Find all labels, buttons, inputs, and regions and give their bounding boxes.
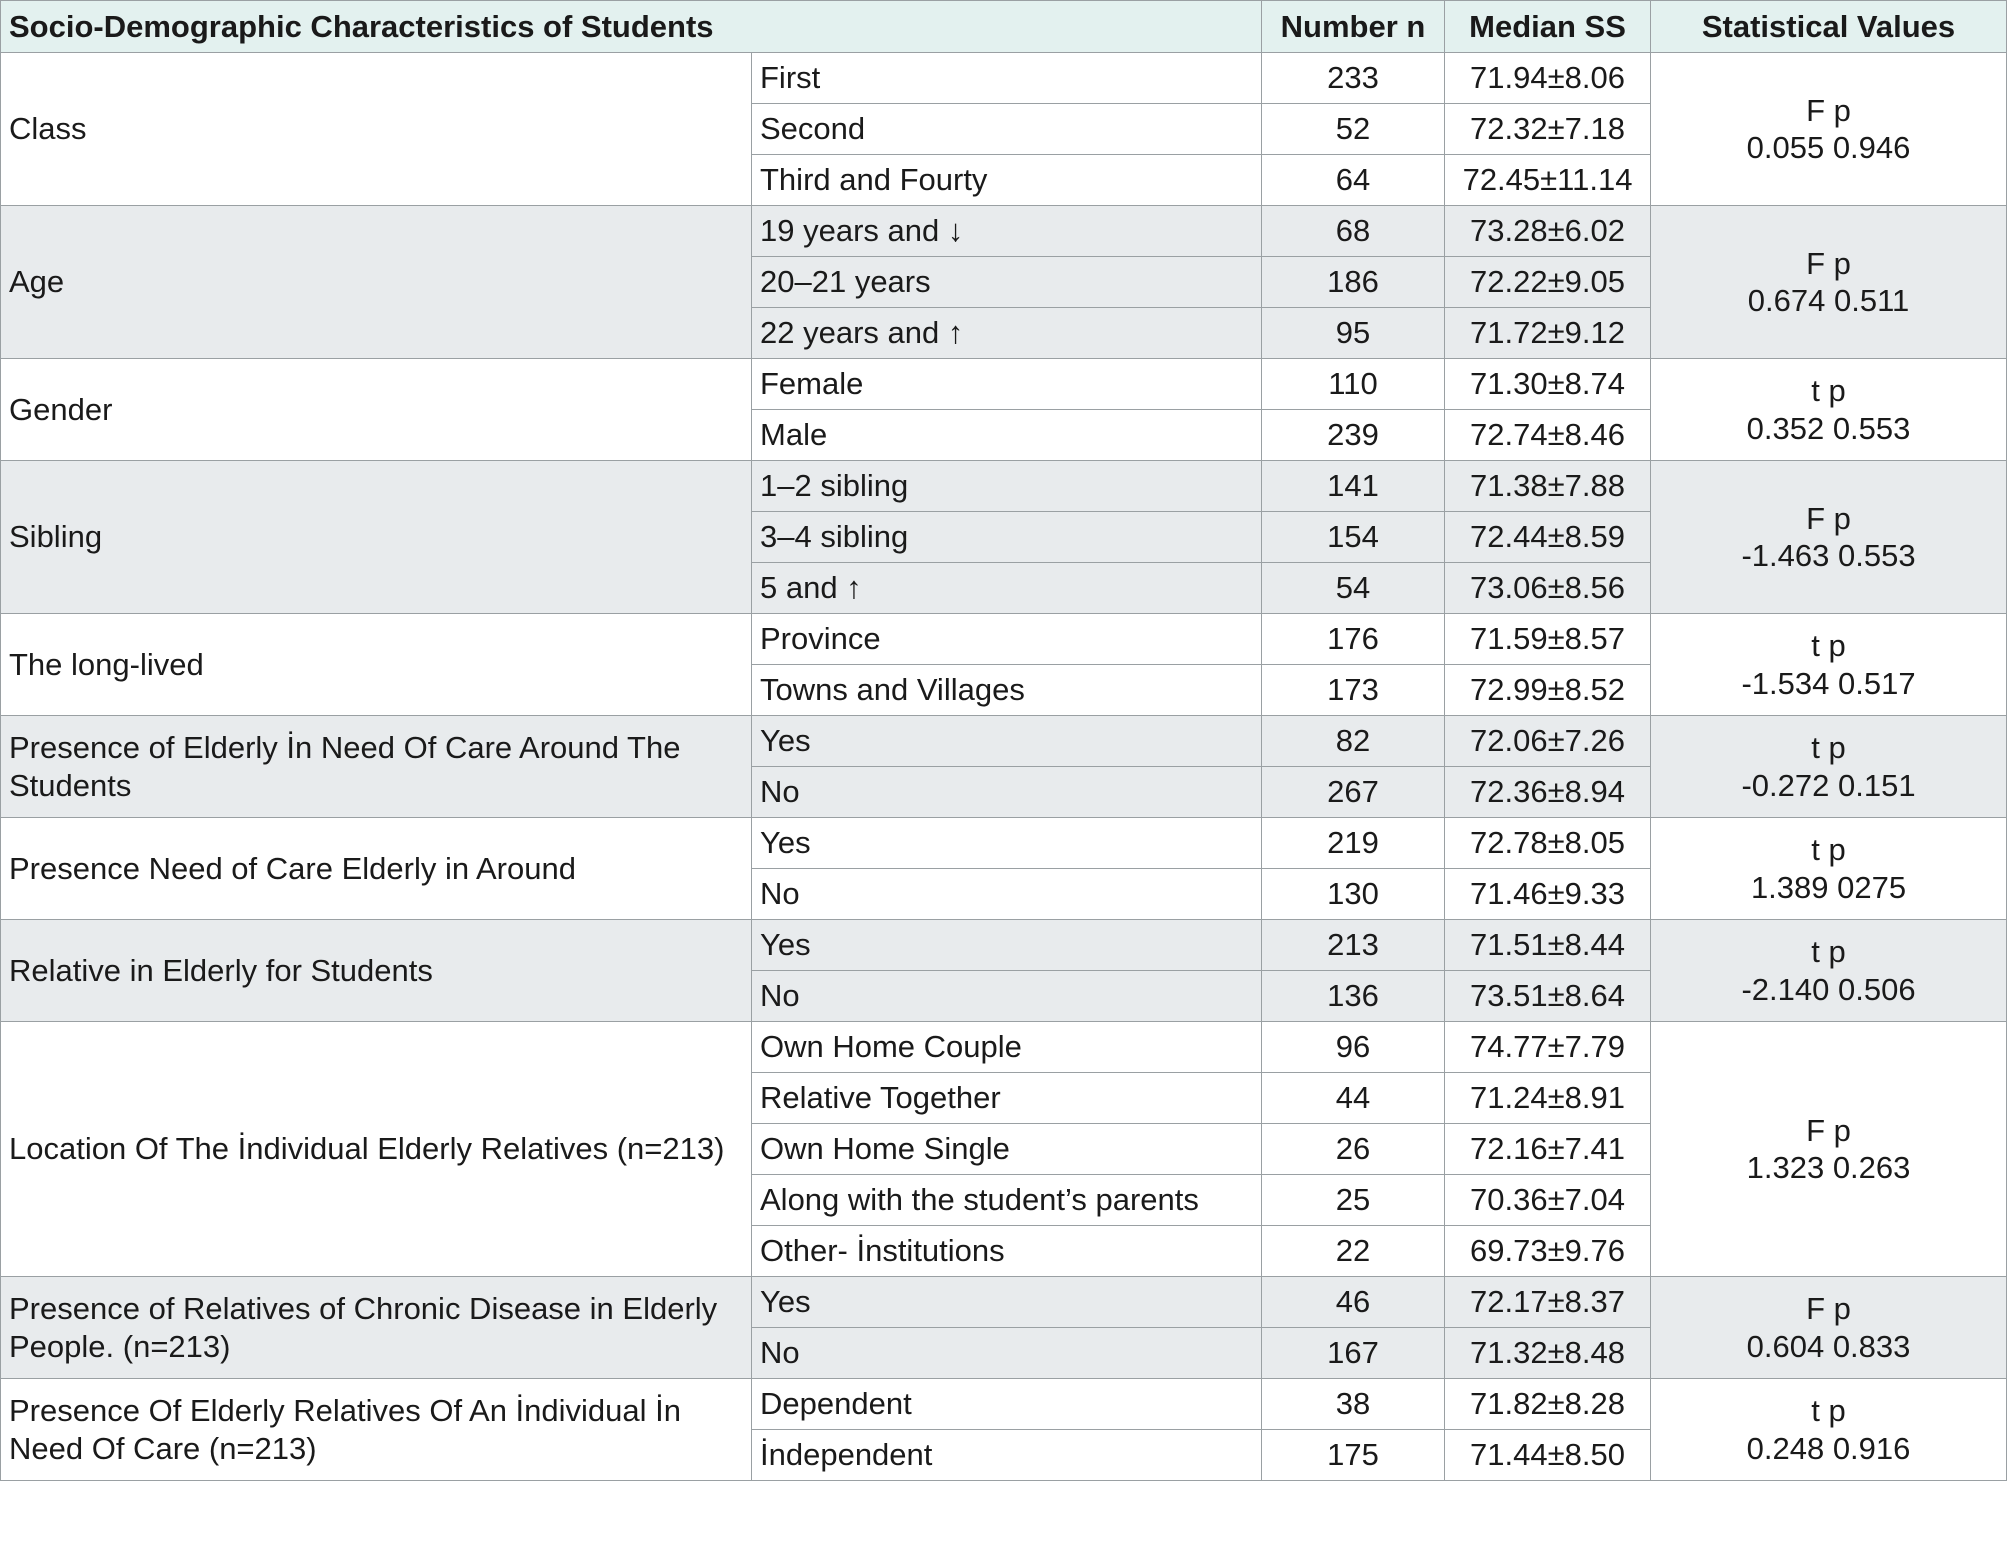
number-cell: 136 [1262,971,1445,1022]
subcategory-label: Own Home Single [752,1124,1262,1175]
subcategory-label: Yes [752,716,1262,767]
statistical-values-cell [1651,1379,2007,1481]
median-cell: 72.78±8.05 [1445,818,1651,869]
median-cell: 71.38±7.88 [1445,461,1651,512]
table-row [1,1277,2007,1328]
median-cell: 72.99±8.52 [1445,665,1651,716]
median-cell: 72.32±7.18 [1445,104,1651,155]
category-label: Presence of Relatives of Chronic Disease in Elderly People. (n=213) [1,1277,752,1379]
statistical-values-cell [1651,1022,2007,1277]
median-cell: 72.44±8.59 [1445,512,1651,563]
stat-test-values: 0.352 0.553 [1746,410,1911,446]
stat-test-values: 0.055 0.946 [1746,130,1911,165]
category-label: Gender [1,359,752,461]
table-row [1,53,2007,104]
median-cell: 71.72±9.12 [1445,308,1651,359]
median-cell: 71.24±8.91 [1445,1073,1651,1124]
subcategory-label: İndependent [752,1430,1262,1481]
number-cell: 239 [1262,410,1445,461]
category-label: Relative in Elderly for Students [1,920,752,1022]
stat-test-values: 0.604 0.833 [1746,1328,1911,1364]
subcategory-label: Yes [752,920,1262,971]
number-cell: 96 [1262,1022,1445,1073]
median-cell: 71.82±8.28 [1445,1379,1651,1430]
category-label: Presence Of Elderly Relatives Of An İndividual İn Need Of Care (n=213) [1,1379,752,1481]
median-cell: 72.16±7.41 [1445,1124,1651,1175]
median-cell: 72.36±8.94 [1445,767,1651,818]
subcategory-label: 20–21 years [752,257,1262,308]
median-cell: 71.94±8.06 [1445,53,1651,104]
number-cell: 26 [1262,1124,1445,1175]
median-cell: 73.06±8.56 [1445,563,1651,614]
subcategory-label: No [752,971,1262,1022]
table-row [1,818,2007,869]
subcategory-label: First [752,53,1262,104]
number-cell: 46 [1262,1277,1445,1328]
median-cell: 71.30±8.74 [1445,359,1651,410]
category-label: The long-lived [1,614,752,716]
header-characteristics: Socio-Demographic Characteristics of Students [1,1,1262,53]
median-cell: 72.45±11.14 [1445,155,1651,206]
median-cell: 71.51±8.44 [1445,920,1651,971]
subcategory-label: No [752,1328,1262,1379]
number-cell: 68 [1262,206,1445,257]
median-cell: 73.28±6.02 [1445,206,1651,257]
median-cell: 74.77±7.79 [1445,1022,1651,1073]
median-cell: 71.46±9.33 [1445,869,1651,920]
table-body [1,53,2007,1481]
subcategory-label: Along with the student’s parents [752,1175,1262,1226]
table-row [1,1379,2007,1430]
median-cell: 70.36±7.04 [1445,1175,1651,1226]
subcategory-label: No [752,869,1262,920]
table-row [1,716,2007,767]
category-label: Presence of Elderly İn Need Of Care Around The Students [1,716,752,818]
subcategory-label: Female [752,359,1262,410]
statistical-values-cell [1651,920,2007,1022]
statistical-values-cell [1651,716,2007,818]
number-cell: 141 [1262,461,1445,512]
subcategory-label: Province [752,614,1262,665]
median-cell: 72.17±8.37 [1445,1277,1651,1328]
table-row [1,920,2007,971]
stat-test-values: 1.323 0.263 [1746,1150,1911,1185]
subcategory-label: 5 and ↑ [752,563,1262,614]
stat-test-values: 0.248 0.916 [1746,1430,1911,1466]
number-cell: 186 [1262,257,1445,308]
subcategory-label: Second [752,104,1262,155]
header-number: Number n [1262,1,1445,53]
subcategory-label: Relative Together [752,1073,1262,1124]
subcategory-label: Yes [752,818,1262,869]
median-cell: 71.32±8.48 [1445,1328,1651,1379]
median-cell: 72.06±7.26 [1445,716,1651,767]
stat-test-values: -1.463 0.553 [1741,538,1916,573]
stat-test-labels: F p [1806,92,1851,128]
number-cell: 110 [1262,359,1445,410]
category-label: Location Of The İndividual Elderly Relatives (n=213) [1,1022,752,1277]
number-cell: 233 [1262,53,1445,104]
subcategory-label: Dependent [752,1379,1262,1430]
category-label: Sibling [1,461,752,614]
number-cell: 175 [1262,1430,1445,1481]
median-cell: 71.44±8.50 [1445,1430,1651,1481]
subcategory-label: 22 years and ↑ [752,308,1262,359]
category-label: Presence Need of Care Elderly in Around [1,818,752,920]
median-cell: 69.73±9.76 [1445,1226,1651,1277]
stat-test-labels: F p [1806,245,1851,281]
subcategory-label: 1–2 sibling [752,461,1262,512]
number-cell: 38 [1262,1379,1445,1430]
stat-test-labels: t p [1811,730,1846,766]
number-cell: 173 [1262,665,1445,716]
stat-test-values: -2.140 0.506 [1741,971,1916,1007]
table-row [1,1022,2007,1073]
stat-test-labels: F p [1806,500,1851,536]
number-cell: 52 [1262,104,1445,155]
number-cell: 154 [1262,512,1445,563]
statistical-values-cell [1651,53,2007,206]
subcategory-label: No [752,767,1262,818]
stat-test-values: 0.674 0.511 [1747,283,1910,318]
number-cell: 22 [1262,1226,1445,1277]
stat-test-labels: t p [1811,1393,1846,1429]
median-cell: 72.74±8.46 [1445,410,1651,461]
subcategory-label: Third and Fourty [752,155,1262,206]
statistical-values-cell [1651,1277,2007,1379]
number-cell: 54 [1262,563,1445,614]
table-row [1,359,2007,410]
subcategory-label: Yes [752,1277,1262,1328]
table-row [1,461,2007,512]
category-label: Class [1,53,752,206]
header-row [1,1,2007,53]
subcategory-label: 19 years and ↓ [752,206,1262,257]
stat-test-values: -1.534 0.517 [1741,665,1916,701]
number-cell: 267 [1262,767,1445,818]
median-cell: 72.22±9.05 [1445,257,1651,308]
subcategory-label: Own Home Couple [752,1022,1262,1073]
subcategory-label: Other- İnstitutions [752,1226,1262,1277]
number-cell: 130 [1262,869,1445,920]
stat-test-labels: t p [1811,628,1846,664]
stat-test-labels: F p [1806,1112,1851,1148]
number-cell: 219 [1262,818,1445,869]
stat-test-labels: t p [1811,832,1846,868]
median-cell: 73.51±8.64 [1445,971,1651,1022]
subcategory-label: Towns and Villages [752,665,1262,716]
table-row [1,614,2007,665]
stat-test-labels: t p [1811,373,1846,409]
number-cell: 95 [1262,308,1445,359]
median-cell: 71.59±8.57 [1445,614,1651,665]
number-cell: 167 [1262,1328,1445,1379]
header-statistical-values: Statistical Values [1651,1,2007,53]
subcategory-label: 3–4 sibling [752,512,1262,563]
category-label: Age [1,206,752,359]
number-cell: 25 [1262,1175,1445,1226]
statistical-values-cell [1651,461,2007,614]
subcategory-label: Male [752,410,1262,461]
stat-test-labels: F p [1806,1291,1851,1327]
number-cell: 64 [1262,155,1445,206]
statistical-values-cell [1651,359,2007,461]
header-median: Median SS [1445,1,1651,53]
stat-test-values: -0.272 0.151 [1741,767,1916,803]
number-cell: 176 [1262,614,1445,665]
number-cell: 213 [1262,920,1445,971]
statistical-values-cell [1651,818,2007,920]
table-row [1,206,2007,257]
statistical-values-cell [1651,206,2007,359]
number-cell: 44 [1262,1073,1445,1124]
statistical-values-cell [1651,614,2007,716]
stat-test-values: 1.389 0275 [1750,869,1907,905]
number-cell: 82 [1262,716,1445,767]
stat-test-labels: t p [1811,934,1846,970]
